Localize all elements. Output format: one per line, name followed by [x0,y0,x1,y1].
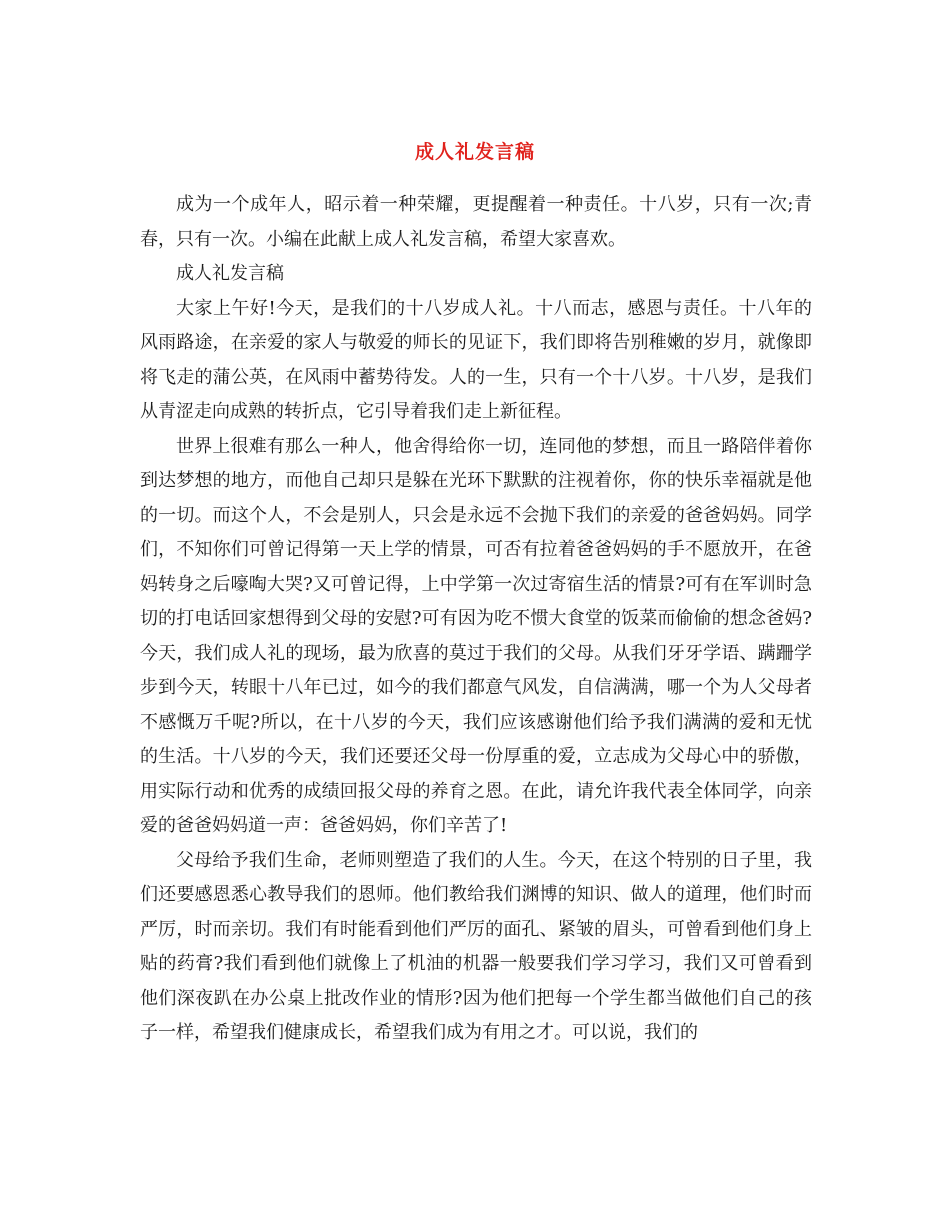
page-title: 成人礼发言稿 [414,140,535,163]
paragraph-greeting: 大家上午好!今天，是我们的十八岁成人礼。十八而志，感恩与责任。十八年的风雨路途，在亲爱的家人与敬爱的师长的见证下，我们即将告别稚嫩的岁月，就像即将飞走的蒲公英，在风雨中蓄势待发。人的一生，只有一个十八岁。十八岁，是我们从青涩走向成熟的转折点，它引导着我们走上新征程。 [140,297,812,422]
paragraph-teachers: 父母给予我们生命，老师则塑造了我们的人生。今天，在这个特别的日子里，我们还要感恩悉心教导我们的恩师。他们教给我们渊博的知识、做人的道理，他们时而严厉，时而亲切。我们有时能看到他们严厉的面孔、紧皱的眉头，可曾看到他们身上贴的药膏?我们看到他们就像上了机油的机器一般要我们学习学习，我们又可曾看到他们深夜趴在办公桌上批改作业的情形?因为他们把每一个学生都当做他们自己的孩子一样，希望我们健康成长，希望我们成为有用之才。可以说，我们的 [140,849,812,1043]
paragraph-parents: 世界上很难有那么一种人，他舍得给你一切，连同他的梦想，而且一路陪伴着你到达梦想的地方，而他自己却只是躲在光环下默默的注视着你，你的快乐幸福就是他的一切。而这个人，不会是别人，只会是永远不会抛下我们的亲爱的爸爸妈妈。同学们，不知你们可曾记得第一天上学的情景，可否有拉着爸爸妈妈的手不愿放开，在爸妈转身之后嚎啕大哭?又可曾记得，上中学第一次过寄宿生活的情景?可有在军训时急切的打电话回家想得到父母的安慰?可有因为吃不惯大食堂的饭菜而偷偷的想念爸妈?今天，我们成人礼的现场，最为欣喜的莫过于我们的父母。从我们牙牙学语、蹒跚学步到今天，转眼十八年已过，如今的我们都意气风发，自信满满，哪一个为人父母者不感慨万千呢?所以，在十八岁的今天，我们应该感谢他们给予我们满满的爱和无忧的生活。十八岁的今天，我们还要还父母一份厚重的爱，立志成为父母心中的骄傲，用实际行动和优秀的成绩回报父母的养育之恩。在此，请允许我代表全体同学，向亲爱的爸爸妈妈道一声：爸爸妈妈，你们辛苦了! [140,435,812,836]
paragraph-subtitle: 成人礼发言稿 [176,263,284,284]
document-body [140,188,812,1051]
paragraph-intro: 成为一个成年人，昭示着一种荣耀，更提醒着一种责任。十八岁，只有一次;青春，只有一次。小编在此献上成人礼发言稿，希望大家喜欢。 [140,194,812,250]
